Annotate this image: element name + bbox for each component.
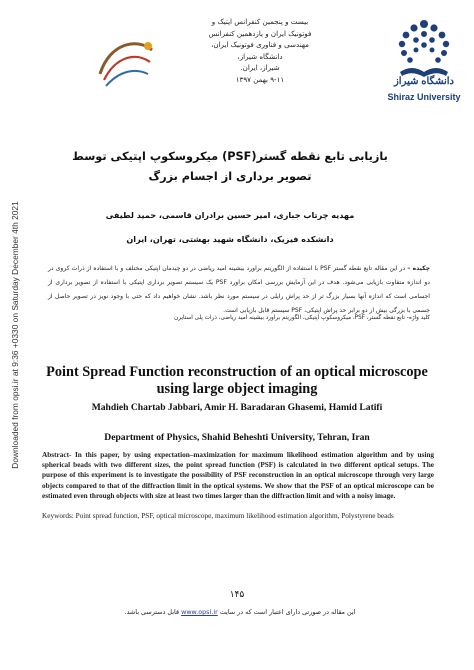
university-emblem-icon	[378, 12, 470, 104]
persian-abstract-text: در این مقاله تابع نقطه گستر PSF با استفاده از الگوریتم براورد بیشینه امید ریاضی در دو چیدمان اپتیکی مختلف و با استفاده از ذرات کروی در دو اندازه متفاوت بازیابی می‌شود. هدف در این آزمایش بررسی امکان براورد PSF یک سیستم تصویر برداری اپتیکی با استفاده از تصویر برداری از اجسامی است که اندازه آنها بسیار بزرگ تر از حد پراش رایلی در سیستم مورد نظر باشد. نشان خواهیم داد که حتی با وجود نویز در تصویر حاصل از جسمی با بزرگی بیش از دو برابر حد پراش اپتیکی، PSF سیستم قابل بازیابی است.	[48, 265, 430, 315]
persian-abstract	[48, 262, 430, 318]
footer-note-post: قابل دسترسی باشد.	[124, 608, 180, 616]
university-name-en: Shiraz University	[387, 92, 461, 102]
english-title-line2: using large object imaging	[156, 381, 318, 397]
english-keywords: Keywords: Point spread function, PSF, optical microscope, maximum likelihood estimation algorithm, Polystyrene beads	[42, 512, 394, 520]
conference-line: بیست و پنجمین کنفرانس اپتیک و	[211, 17, 309, 26]
persian-title-line2: تصویر برداری از اجسام بزرگ	[148, 170, 312, 183]
persian-affiliation: دانشکده فیزیک، دانشگاه شهید بهشتی، تهران، ایران	[126, 234, 334, 244]
persian-abstract-label: چکیده –	[407, 265, 430, 272]
conference-line: فوتونیک ایران و یازدهمین کنفرانس	[208, 28, 312, 38]
footer-note-pre: این مقاله در صورتی دارای اعتبار است که در سایت	[219, 608, 356, 616]
footer-note	[90, 606, 390, 619]
conference-line: دانشگاه شیراز،	[237, 51, 283, 61]
persian-keywords-label: کلید واژه-	[406, 315, 430, 321]
persian-title-line1: بازیابی تابع نقطه گستر(PSF) میکروسکوپ اپتیکی توسط	[72, 150, 388, 163]
conference-line: مهندسی و فناوری فوتونیک ایران،	[211, 40, 309, 50]
conference-line: ۹-۱۱ بهمن ۱۳۹۷	[235, 74, 285, 84]
conference-info	[185, 16, 335, 86]
persian-keywords	[90, 315, 430, 321]
university-logo	[378, 12, 470, 104]
conference-emblem-icon	[90, 32, 160, 92]
english-title	[36, 364, 438, 398]
conference-logo	[90, 32, 160, 92]
university-name-fa: دانشگاه شیراز	[393, 76, 455, 87]
page-number: ۱۴۵	[229, 590, 245, 600]
english-affiliation: Department of Physics, Shahid Beheshti University, Tehran, Iran	[104, 432, 370, 443]
persian-keywords-text: تابع نقطه گستر، PSF، میکروسکوپ اپتیکی، الگوریتم براورد بیشینه امید ریاضی، ذرات پلی استایرن	[174, 315, 405, 321]
download-watermark: Downloaded from opsi.ir at 9:36 +0330 on Saturday December 4th 2021	[10, 201, 20, 469]
english-title-line1: Point Spread Function reconstruction of an optical microscope	[46, 364, 428, 380]
english-authors: Mahdieh Chartab Jabbari, Amir H. Baradaran Ghasemi, Hamid Latifi	[91, 402, 383, 413]
english-abstract: Abstract- In this paper, by using expectation–maximization for maximum likelihood estimation algorithm and by using spherical beads with two different sizes, the point spread function (PSF) is calculated in two different optical setups. The purpose of this experiment is to investigate the possibility of PSF reconstruction in an optical microscope through very large objects compared to that of the diffraction limit in the optical systems. We show that the PSF of an optical microscope can be estimated even through objects with size at least two times larger than the diffraction limit and with a noisy image.	[42, 451, 434, 500]
conference-line: شیراز، ایران.	[240, 63, 280, 73]
persian-authors: مهدیه چرتاب جباری، امیر حسین برادران قاسمی، حمید لطیفی	[105, 210, 355, 220]
footer-site-link[interactable]: www.opsi.ir	[181, 608, 218, 616]
